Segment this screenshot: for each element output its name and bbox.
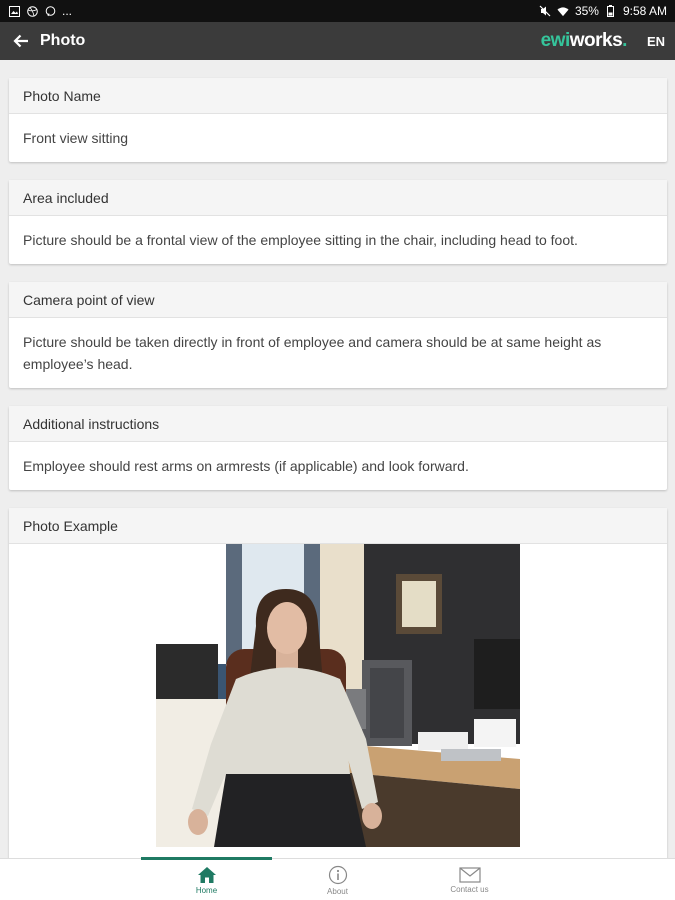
photo-example-card xyxy=(9,508,667,858)
example-photo xyxy=(156,544,520,847)
card-header: Photo Example xyxy=(9,508,667,544)
home-icon xyxy=(197,866,217,884)
chat-icon xyxy=(44,5,56,17)
card-header: Photo Name xyxy=(9,78,667,114)
nav-contact-label: Contact us xyxy=(450,884,489,894)
bottom-navigation xyxy=(0,858,675,900)
additional-instructions-card xyxy=(9,406,667,490)
back-button[interactable] xyxy=(6,26,36,56)
photo-container xyxy=(9,544,667,858)
logo-ewi: ewi xyxy=(540,30,570,51)
nav-about[interactable] xyxy=(272,859,403,900)
app-bar xyxy=(0,22,675,60)
nav-home-label: Home xyxy=(195,885,218,895)
card-body: Picture should be a frontal view of the employee sitting in the chair, including head to foot. xyxy=(23,232,578,248)
status-left xyxy=(8,4,72,18)
card-body: Picture should be taken directly in front of employee and camera should be at same height as employee’s head. xyxy=(23,334,602,372)
mail-icon xyxy=(459,867,481,883)
battery-percent: 35% xyxy=(574,4,599,18)
mute-icon xyxy=(539,5,551,17)
battery-icon xyxy=(605,5,617,17)
info-icon xyxy=(328,865,348,885)
nav-home[interactable] xyxy=(141,859,272,900)
photo-name-card xyxy=(9,78,667,162)
card-header: Additional instructions xyxy=(9,406,667,442)
arrow-left-icon xyxy=(13,33,29,49)
gallery-icon xyxy=(8,5,20,17)
status-bar xyxy=(0,0,675,22)
ewi-works-logo xyxy=(541,30,627,52)
wifi-icon xyxy=(557,5,569,17)
camera-pov-card xyxy=(9,282,667,388)
clock: 9:58 AM xyxy=(622,4,667,18)
card-header: Area included xyxy=(9,180,667,216)
status-right xyxy=(539,4,667,18)
card-header: Camera point of view xyxy=(9,282,667,318)
card-body: Front view sitting xyxy=(23,130,129,146)
logo-dot: . xyxy=(622,30,627,51)
content-scroll[interactable] xyxy=(0,60,675,858)
page-title: Photo xyxy=(40,32,86,49)
dribbble-icon xyxy=(26,5,38,17)
area-included-card xyxy=(9,180,667,264)
status-ellipsis: ... xyxy=(62,4,73,18)
logo-works: works xyxy=(569,30,623,51)
card-body: Employee should rest arms on armrests (if applicable) and look forward. xyxy=(23,458,469,474)
nav-contact[interactable] xyxy=(404,859,535,900)
language-selector[interactable]: EN xyxy=(646,33,665,49)
nav-about-label: About xyxy=(327,886,348,896)
